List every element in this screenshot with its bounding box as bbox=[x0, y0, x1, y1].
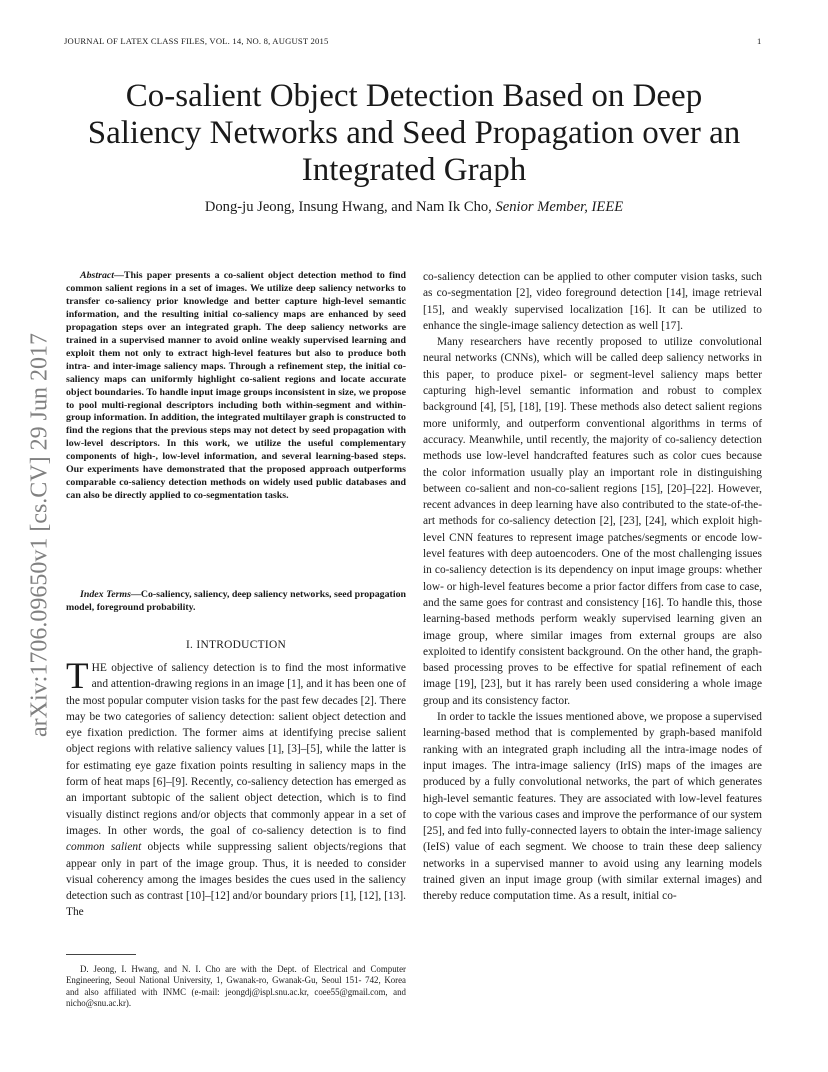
right-column bbox=[423, 269, 762, 905]
page-number: 1 bbox=[757, 36, 762, 46]
intro-text-b: objects while suppressing salient objects/regions that appear only in part of the image group. Thus, it is needed to consider visual coherency among the images besides the cues used in the saliency detection such as contrast [10]–[12] and/or boundary priors [1], [12], [13]. The bbox=[66, 841, 406, 919]
intro-text-a: HE objective of saliency detection is to find the most informative and attention-drawing regions in an image [1], and it has been one of the most popular computer vision tasks for the past few decades [2]. There may be two categories of saliency detection: salient object detection and eye fixation prediction. The former aims at identifying precise salient object regions with relative saliency values [1], [3]–[5], while the latter is for estimating eye gaze fixation points resulting in saliency maps in the form of heat maps [6]–[9]. Recently, co-saliency detection has emerged as an important subtopic of the salient object detection, which is to find visually distinct regions and/or objects that commonly appear in a set of images. In other words, the goal of co-saliency detection is to find bbox=[66, 662, 406, 837]
section-heading: I. INTRODUCTION bbox=[185, 639, 287, 651]
index-terms: Index Terms—Co-saliency, saliency, deep saliency networks, seed propagation model, foreground probability. bbox=[66, 589, 406, 613]
arxiv-stamp bbox=[10, 300, 70, 770]
dropcap-letter: T bbox=[66, 656, 89, 697]
body-paragraph: In order to tackle the issues mentioned above, we propose a supervised learning-based method that is complemented by graph-based manifold ranking with an integrated graph including all the intra-image nodes of input images. The intra-image saliency (IrIS) maps of the images are produced by a fully convolutional networks, the part of which generates high-level semantic features. They are associated with low-level features to cope with the various cases and improve the performance of our system [25], and fed into fully-connected layers to obtain the inter-image saliency (IeIS) value of each segment. We choose to train these deep saliency networks in a supervised manner to avoid using any learning models trained given an input image group (with similar external images) and thereby reduce computation time. As a result, initial co- bbox=[423, 711, 762, 903]
paper-title: Co-salient Object Detection Based on Deep Saliency Networks and Seed Propagation over an Integrated Graph bbox=[87, 78, 741, 188]
index-terms-label: Index Terms bbox=[80, 589, 131, 600]
intro-paragraph bbox=[66, 656, 406, 921]
index-terms-text: Co-saliency, saliency, deep saliency networks, seed propagation model, foreground probability. bbox=[66, 589, 406, 613]
author-names: Dong-ju Jeong, Insung Hwang, and Nam Ik Cho, bbox=[204, 199, 492, 215]
footnote: D. Jeong, I. Hwang, and N. I. Cho are with the Dept. of Electrical and Computer Engineering, Seoul National University, 1, Gwanak-ro, Gwanak-Gu, Seoul 151- 742, Korea and also affiliated with INMC (e-mail: jeongdj@ispl.snu.ac.kr, coee55@gmail.com, and nicho@snu.ac.kr). bbox=[66, 964, 406, 1008]
abstract-label: Abstract bbox=[80, 270, 115, 281]
running-header: JOURNAL OF LATEX CLASS FILES, VOL. 14, NO. 8, AUGUST 2015 bbox=[64, 36, 329, 46]
body-paragraph: co-saliency detection can be applied to other computer vision tasks, such as co-segmentation [2], video foreground detection [14], image retrieval [15], and weakly supervised localization [16]. It can be utilized to enhance the single-image saliency detection as well [17]. bbox=[423, 271, 762, 332]
author-membership: Senior Member, IEEE bbox=[495, 199, 624, 215]
intro-italic: common salient bbox=[66, 841, 142, 854]
author-list bbox=[66, 199, 762, 216]
footnote-rule bbox=[66, 954, 136, 955]
abstract-text: This paper presents a co-salient object detection method to find common salient regions in a set of images. We utilize deep saliency networks to transfer co-saliency prior knowledge and better capture high-level semantic information, and the resulting initial co-saliency maps are enhanced by seed propagation steps over an integrated graph. The deep saliency networks are trained in a supervised manner to avoid online weakly supervised learning and exploit them not only to extract high-level features but also to produce both intra- and inter-image saliency maps. Through a refinement step, the initial co-saliency maps can uniformly highlight co-salient regions and locate accurate object boundaries. To handle input image groups inconsistent in size, we propose to pool multi-regional descriptors including both within-segment and within-group information. In addition, the integrated multilayer graph is constructed to find the regions that the previous steps may not detect by seed propagation with low-level descriptors. In this work, we utilize the useful complementary components of high-, low-level information, and several learning-based steps. Our experiments have demonstrated that the proposed approach outperforms comparable co-saliency detection methods on widely used public databases and can also be directly applied to co-segmentation tasks. bbox=[66, 270, 406, 502]
abstract: Abstract—This paper presents a co-salient object detection method to find common salient regions in a set of images. We utilize deep saliency networks to transfer co-saliency prior knowledge and better capture high-level semantic information, and the resulting initial co-saliency maps are enhanced by seed propagation steps over an integrated graph. The deep saliency networks are trained in a supervised manner to avoid online weakly supervised learning and exploit them not only to extract high-level features but also to produce both intra- and inter-image saliency maps. Through a refinement step, the initial co-saliency maps can uniformly highlight co-salient regions and locate accurate object boundaries. To handle input image groups inconsistent in size, we propose to pool multi-regional descriptors including both within-segment and within-group information. In addition, the integrated multilayer graph is constructed to find the regions that the previous steps may not detect by seed propagation with low-level descriptors. In this work, we utilize the useful complementary components of high-, low-level information, and several learning-based steps. Our experiments have demonstrated that the proposed approach outperforms comparable co-saliency detection methods on widely used public databases and can also be directly applied to co-segmentation tasks. bbox=[66, 270, 406, 502]
arxiv-id: arXiv:1706.09650v1 [cs.CV] 29 Jun 2017 bbox=[26, 333, 53, 737]
body-paragraph: Many researchers have recently proposed to utilize convolutional neural networks (CNNs), which will be called deep saliency networks in this paper, to produce pixel- or segment-level saliency maps better capturing high-level semantic information and robust to complex background [4], [5], [18], [19]. These methods also detect salient regions more uniformly, and outperform conventional algorithms in terms of accuracy. Meanwhile, until recently, the majority of co-saliency detection methods use low-level handcrafted features such as color cues because the color information usually play an important role in distinguishing between co-salient and non-co-salient regions [15], [20]–[22]. However, recent advances in deep learning have also contributed to the state-of-the-art methods for co-saliency detection [2], [23], [24], which exploit high-level CNN features to represent image patches/segments or encode low-level features with deep autoencoders. One of the most challenging issues in co-saliency detection is its dependency on input image groups: whether low- or high-level features become a prior factor differs from case to case, and the same goes for contrast and consistency [16]. To handle this, those learning-based methods perform weakly supervised learning given an image group, where similar images from external groups are also exploited to identify consistent background. On the other hand, the graph-based processing proves to be effective for spatial refinement of each image [19], [23], but it has rarely been used considering a whole image group and its consistency factor. bbox=[423, 336, 762, 707]
